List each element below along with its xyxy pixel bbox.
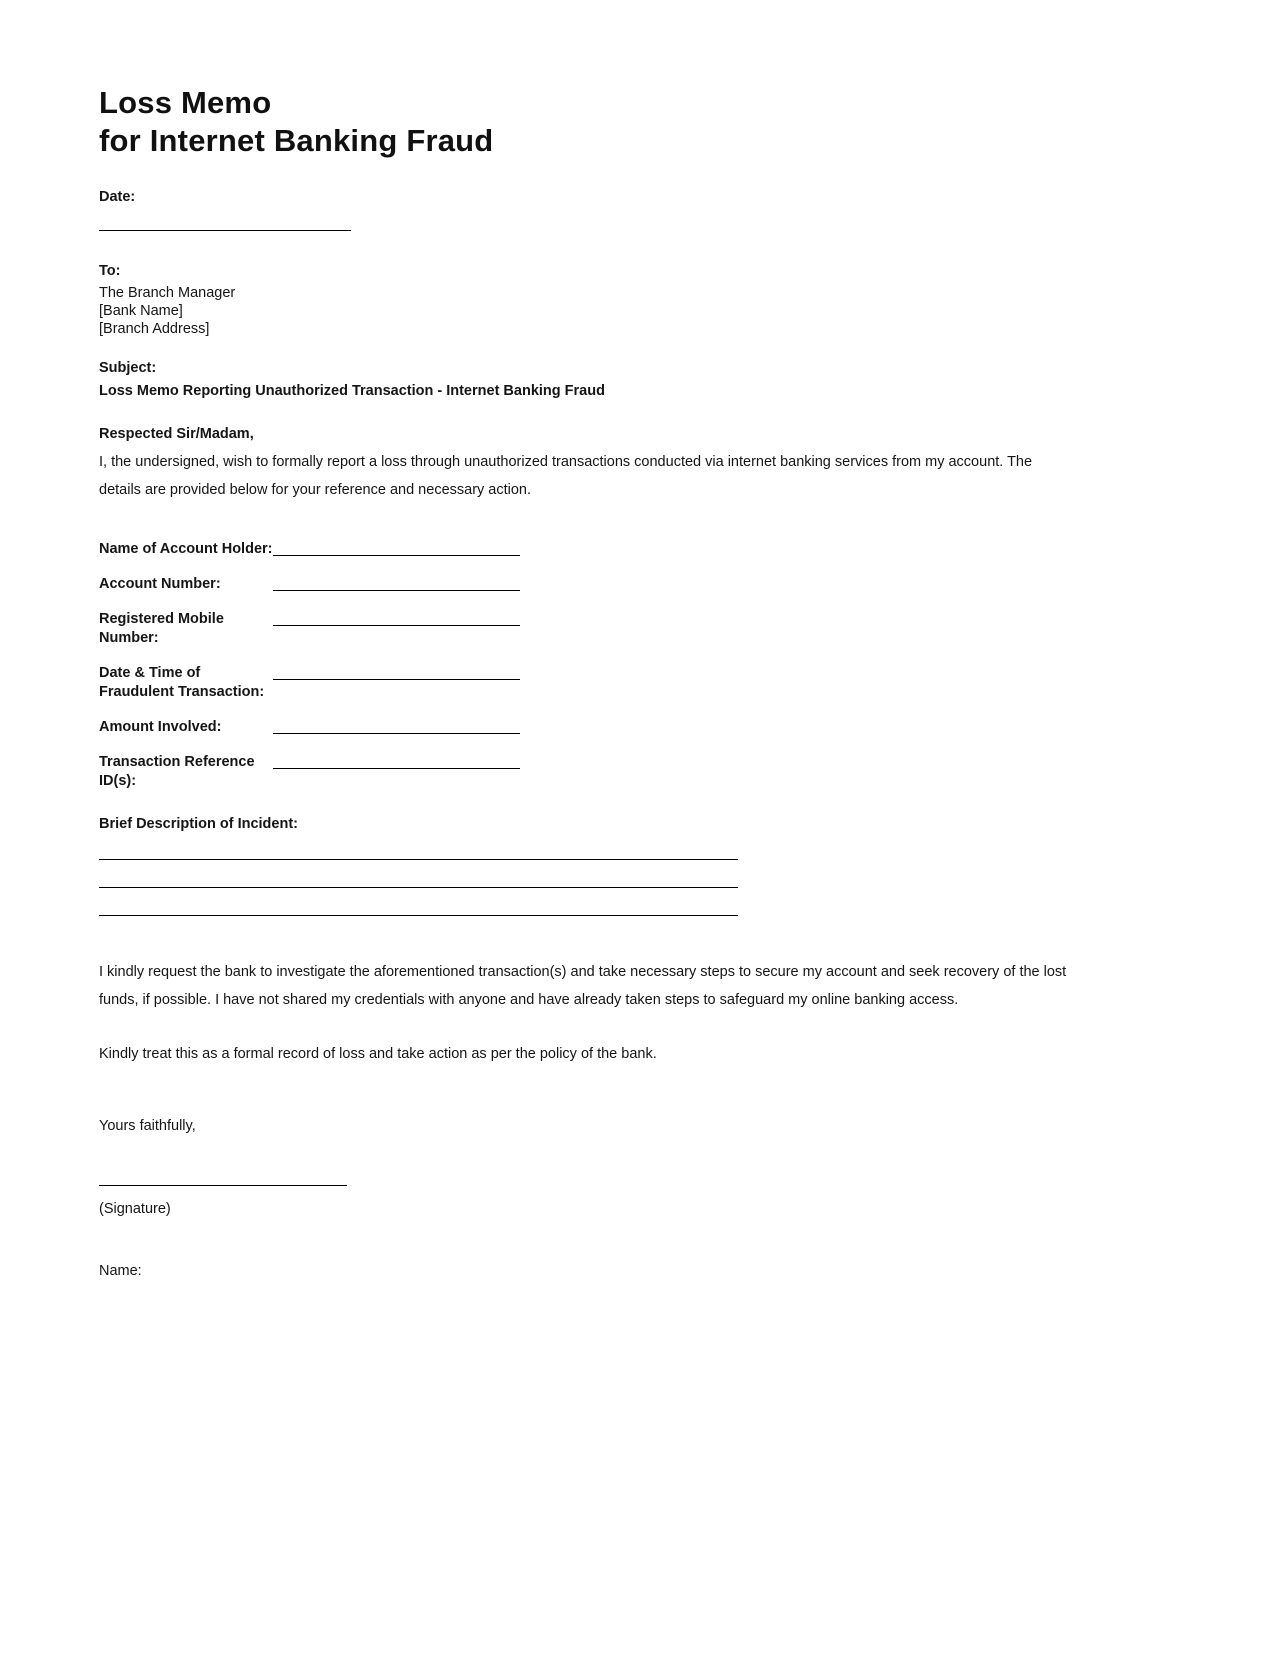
closing-note: Kindly treat this as a formal record of loss and take action as per the policy of the bank.: [99, 1046, 657, 1062]
field-row-amount-involved: [99, 718, 1077, 737]
date-label: Date:: [99, 189, 136, 205]
to-label: To:: [99, 263, 121, 279]
field-row-transaction-reference: [99, 753, 1077, 791]
document-title-line2: for Internet Banking Fraud: [99, 123, 494, 158]
form-fields: [99, 540, 1077, 791]
field-label: Transaction Reference ID(s):: [99, 754, 255, 789]
field-label: Account Number:: [99, 576, 221, 592]
field-fill-line[interactable]: [273, 575, 520, 591]
name-label: Name:: [99, 1263, 142, 1279]
document-title-line1: Loss Memo: [99, 85, 272, 120]
field-fill-line[interactable]: [273, 664, 520, 680]
recipient-line: [Branch Address]: [99, 321, 210, 337]
incident-description-fill-line[interactable]: [99, 915, 738, 916]
field-fill-line[interactable]: [273, 610, 520, 626]
signature-caption: (Signature): [99, 1201, 171, 1217]
subject-label: Subject:: [99, 360, 157, 376]
valediction: Yours faithfully,: [99, 1118, 196, 1134]
salutation: Respected Sir/Madam,: [99, 426, 254, 442]
document-title: [99, 84, 1077, 160]
field-label: Registered Mobile Number:: [99, 611, 224, 646]
subject-text: Loss Memo Reporting Unauthorized Transaction - Internet Banking Fraud: [99, 383, 605, 399]
field-fill-line[interactable]: [273, 753, 520, 769]
field-fill-line[interactable]: [273, 540, 520, 556]
field-row-account-holder-name: [99, 540, 1077, 559]
recipient-line: [Bank Name]: [99, 303, 183, 319]
incident-description-label: Brief Description of Incident:: [99, 816, 298, 832]
field-row-account-number: [99, 575, 1077, 594]
incident-description-fill-line[interactable]: [99, 859, 738, 860]
signature-fill-line[interactable]: [99, 1185, 347, 1186]
field-row-fraud-datetime: [99, 664, 1077, 702]
recipient-line: The Branch Manager: [99, 285, 236, 301]
field-label: Date & Time of Fraudulent Transaction:: [99, 665, 265, 700]
date-fill-line[interactable]: [99, 230, 351, 231]
field-label: Amount Involved:: [99, 719, 222, 735]
field-fill-line[interactable]: [273, 718, 520, 734]
incident-description-fill-line[interactable]: [99, 887, 738, 888]
field-label: Name of Account Holder:: [99, 541, 273, 557]
intro-paragraph: I, the undersigned, wish to formally report a loss through unauthorized transactions conducted via internet banking services from my account. The details are provided below for your reference and necessary action.: [99, 454, 1033, 498]
recipient-block: [99, 284, 1077, 338]
field-row-registered-mobile: [99, 610, 1077, 648]
request-paragraph: I kindly request the bank to investigate the aforementioned transaction(s) and take necessary steps to secure my account and seek recovery of the lost funds, if possible. I have not shared my credentials with anyone and have already taken steps to safeguard my online banking access.: [99, 964, 1067, 1008]
